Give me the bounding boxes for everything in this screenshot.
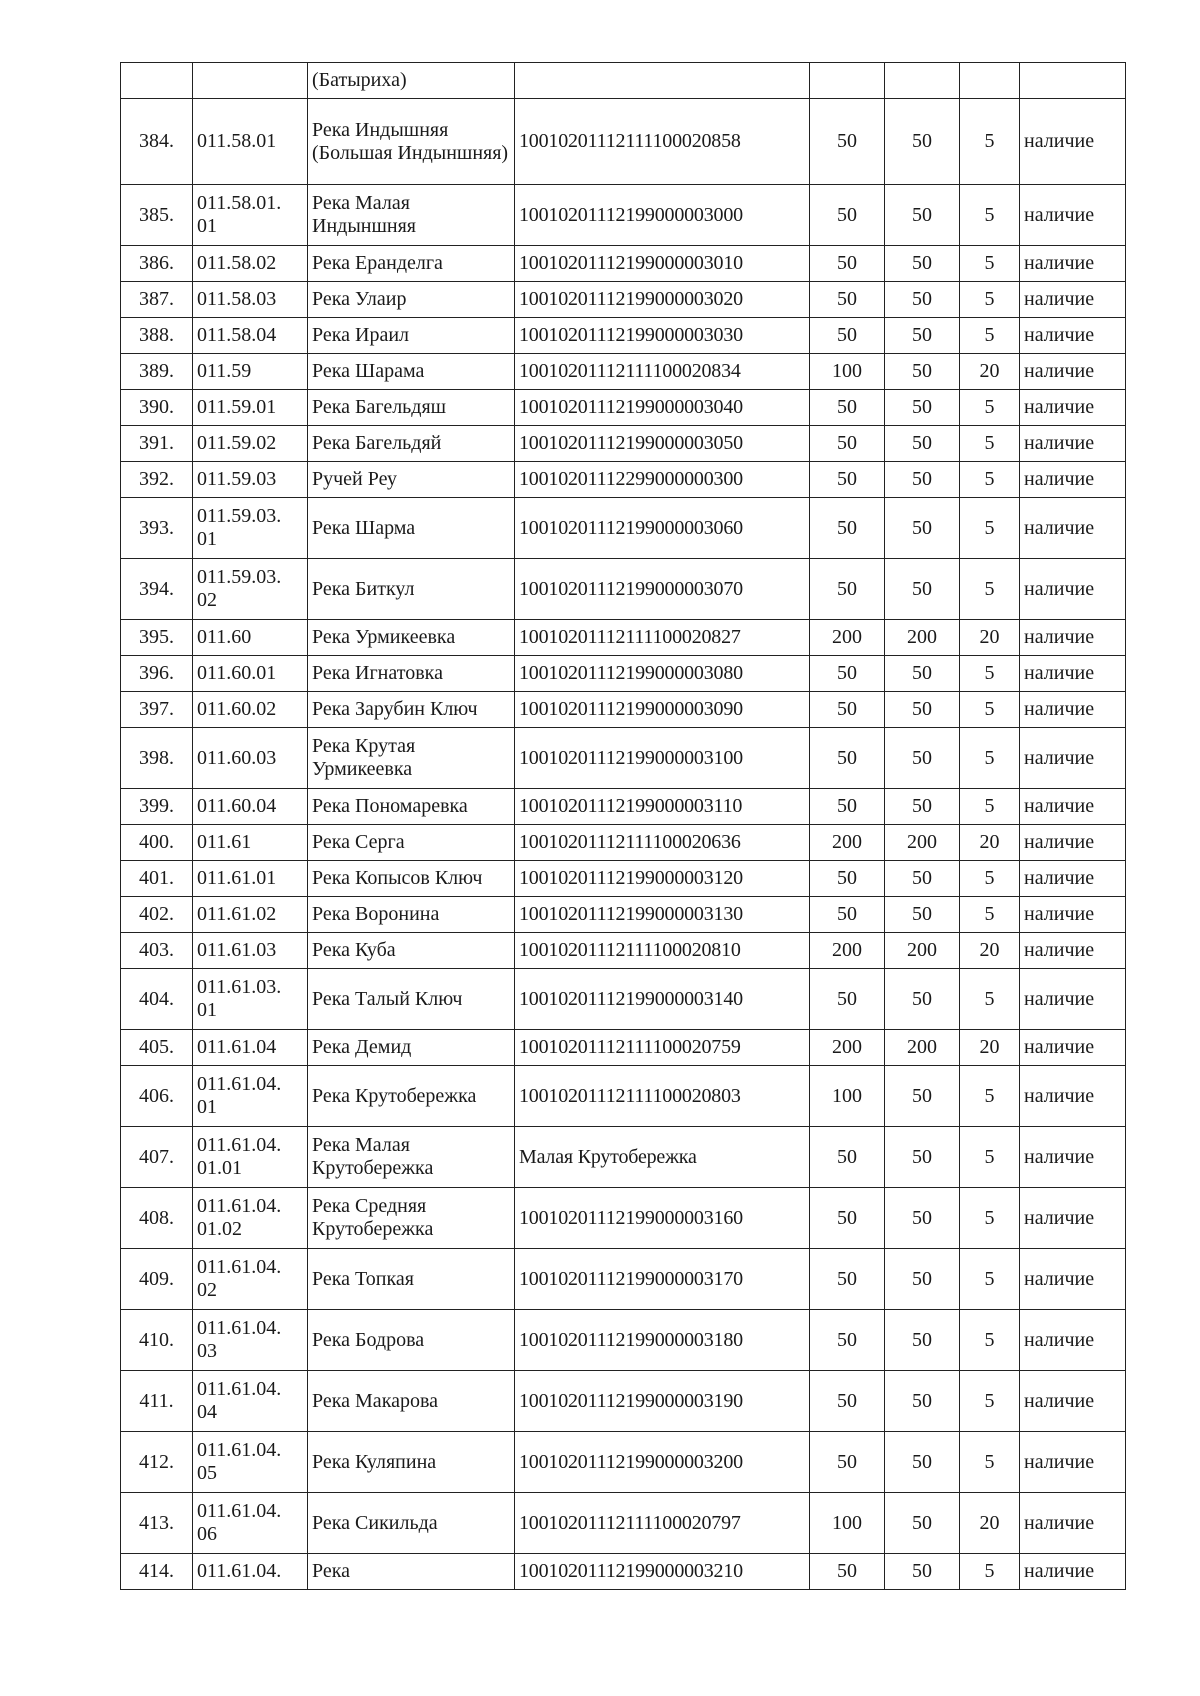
value-1: 50 (810, 969, 885, 1030)
water-body-name: Река Пономаревка (308, 789, 515, 825)
water-body-name: Река Бодрова (308, 1310, 515, 1371)
value-1: 50 (810, 1249, 885, 1310)
water-body-code: 011.61.04. 06 (193, 1493, 308, 1554)
row-number: 409. (121, 1249, 193, 1310)
water-body-code: 011.61.04. 02 (193, 1249, 308, 1310)
value-3: 20 (960, 354, 1020, 390)
value-1: 50 (810, 1188, 885, 1249)
water-body-name: Река Биткул (308, 559, 515, 620)
value-1: 50 (810, 498, 885, 559)
status-text: наличие (1020, 897, 1126, 933)
value-2: 50 (885, 282, 960, 318)
status-text: наличие (1020, 1249, 1126, 1310)
water-body-name: Река Багельдяй (308, 426, 515, 462)
water-body-name: Река Еранделга (308, 246, 515, 282)
water-body-name: Река Крутобережка (308, 1066, 515, 1127)
status-text: наличие (1020, 498, 1126, 559)
status-text: наличие (1020, 1127, 1126, 1188)
value-1: 50 (810, 426, 885, 462)
register-code: 10010201112199000003070 (515, 559, 810, 620)
water-body-code: 011.59 (193, 354, 308, 390)
water-body-code: 011.61.03 (193, 933, 308, 969)
table-row (121, 728, 1126, 789)
value-2: 50 (885, 1188, 960, 1249)
register-code: 10010201112199000003040 (515, 390, 810, 426)
status-text: наличие (1020, 1493, 1126, 1554)
water-body-name: Река Воронина (308, 897, 515, 933)
water-body-name: Река Шарама (308, 354, 515, 390)
value-2: 200 (885, 620, 960, 656)
water-body-code: 011.58.01 (193, 99, 308, 185)
status-text: наличие (1020, 1030, 1126, 1066)
value-2: 200 (885, 1030, 960, 1066)
row-number (121, 63, 193, 99)
value-3: 5 (960, 969, 1020, 1030)
table-row (121, 462, 1126, 498)
table-row (121, 1493, 1126, 1554)
status-text: наличие (1020, 1432, 1126, 1493)
water-body-name: Река Макарова (308, 1371, 515, 1432)
value-2: 50 (885, 1249, 960, 1310)
table-row (121, 559, 1126, 620)
row-number: 404. (121, 969, 193, 1030)
register-code: 10010201112111100020636 (515, 825, 810, 861)
table-row (121, 692, 1126, 728)
water-body-code: 011.59.03. 02 (193, 559, 308, 620)
status-text: наличие (1020, 426, 1126, 462)
table-row (121, 498, 1126, 559)
table-row (121, 282, 1126, 318)
table-row (121, 246, 1126, 282)
register-code: 10010201112111100020834 (515, 354, 810, 390)
status-text: наличие (1020, 462, 1126, 498)
register-code: 10010201112199000003000 (515, 185, 810, 246)
water-body-code: 011.60.04 (193, 789, 308, 825)
row-number: 393. (121, 498, 193, 559)
row-number: 396. (121, 656, 193, 692)
water-body-code: 011.59.03. 01 (193, 498, 308, 559)
value-2: 50 (885, 897, 960, 933)
table-row (121, 63, 1126, 99)
value-3: 5 (960, 185, 1020, 246)
row-number: 392. (121, 462, 193, 498)
water-body-name: Река Улаир (308, 282, 515, 318)
water-body-name: Река (308, 1554, 515, 1590)
table-row (121, 825, 1126, 861)
value-3: 5 (960, 1310, 1020, 1371)
row-number: 403. (121, 933, 193, 969)
value-3: 5 (960, 1066, 1020, 1127)
value-3: 5 (960, 1432, 1020, 1493)
table-row (121, 1310, 1126, 1371)
status-text: наличие (1020, 99, 1126, 185)
row-number: 398. (121, 728, 193, 789)
water-body-code: 011.60.03 (193, 728, 308, 789)
value-2: 50 (885, 1127, 960, 1188)
value-3: 20 (960, 1493, 1020, 1554)
table-row (121, 1066, 1126, 1127)
value-1: 100 (810, 1493, 885, 1554)
row-number: 395. (121, 620, 193, 656)
value-3: 5 (960, 246, 1020, 282)
status-text: наличие (1020, 282, 1126, 318)
water-body-name: Река Серга (308, 825, 515, 861)
value-3: 5 (960, 728, 1020, 789)
value-3: 5 (960, 1371, 1020, 1432)
water-body-name: Река Сикильда (308, 1493, 515, 1554)
water-body-code: 011.61 (193, 825, 308, 861)
status-text: наличие (1020, 246, 1126, 282)
table-row (121, 933, 1126, 969)
row-number: 389. (121, 354, 193, 390)
register-code: 10010201112111100020858 (515, 99, 810, 185)
row-number: 408. (121, 1188, 193, 1249)
value-2: 50 (885, 1554, 960, 1590)
value-1: 200 (810, 620, 885, 656)
register-code: 10010201112199000003110 (515, 789, 810, 825)
value-3: 5 (960, 559, 1020, 620)
value-3: 20 (960, 825, 1020, 861)
row-number: 401. (121, 861, 193, 897)
water-body-name: Река Куба (308, 933, 515, 969)
value-3: 5 (960, 318, 1020, 354)
water-body-name: Река Топкая (308, 1249, 515, 1310)
water-body-name: Река Средняя Крутобережка (308, 1188, 515, 1249)
register-code: 10010201112199000003130 (515, 897, 810, 933)
value-1: 50 (810, 1127, 885, 1188)
value-1: 50 (810, 462, 885, 498)
value-1: 50 (810, 897, 885, 933)
value-1: 200 (810, 825, 885, 861)
table-row (121, 1127, 1126, 1188)
value-1: 100 (810, 1066, 885, 1127)
water-body-code: 011.60.02 (193, 692, 308, 728)
value-2: 50 (885, 1066, 960, 1127)
value-1: 200 (810, 1030, 885, 1066)
register-code: 10010201112199000003160 (515, 1188, 810, 1249)
value-1 (810, 63, 885, 99)
water-body-code: 011.61.04. 01 (193, 1066, 308, 1127)
water-body-code: 011.61.04 (193, 1030, 308, 1066)
table-row (121, 789, 1126, 825)
water-body-name: Река Малая Крутобережка (308, 1127, 515, 1188)
register-code: 10010201112199000003020 (515, 282, 810, 318)
row-number: 388. (121, 318, 193, 354)
table-row (121, 1432, 1126, 1493)
register-code: 10010201112111100020803 (515, 1066, 810, 1127)
status-text: наличие (1020, 390, 1126, 426)
register-code: 10010201112199000003100 (515, 728, 810, 789)
water-body-code: 011.61.04. (193, 1554, 308, 1590)
value-3 (960, 63, 1020, 99)
value-2: 50 (885, 246, 960, 282)
register-code: 10010201112111100020810 (515, 933, 810, 969)
status-text: наличие (1020, 620, 1126, 656)
value-1: 50 (810, 559, 885, 620)
row-number: 385. (121, 185, 193, 246)
value-3: 20 (960, 1030, 1020, 1066)
water-body-code: 011.61.03. 01 (193, 969, 308, 1030)
register-code: 10010201112199000003190 (515, 1371, 810, 1432)
status-text: наличие (1020, 656, 1126, 692)
value-2 (885, 63, 960, 99)
value-3: 5 (960, 462, 1020, 498)
value-3: 5 (960, 99, 1020, 185)
value-2: 50 (885, 318, 960, 354)
water-body-name: Река Шарма (308, 498, 515, 559)
row-number: 384. (121, 99, 193, 185)
register-code: Малая Крутобережка (515, 1127, 810, 1188)
value-1: 50 (810, 318, 885, 354)
value-1: 100 (810, 354, 885, 390)
status-text: наличие (1020, 185, 1126, 246)
row-number: 414. (121, 1554, 193, 1590)
water-body-name: (Батыриха) (308, 63, 515, 99)
water-body-name: Река Крутая Урмикеевка (308, 728, 515, 789)
table-row (121, 354, 1126, 390)
table-row (121, 861, 1126, 897)
value-3: 5 (960, 897, 1020, 933)
register-code: 10010201112199000003050 (515, 426, 810, 462)
row-number: 400. (121, 825, 193, 861)
register-code (515, 63, 810, 99)
value-2: 200 (885, 933, 960, 969)
row-number: 399. (121, 789, 193, 825)
water-body-code: 011.61.04. 03 (193, 1310, 308, 1371)
status-text: наличие (1020, 728, 1126, 789)
status-text: наличие (1020, 692, 1126, 728)
table-row (121, 185, 1126, 246)
row-number: 407. (121, 1127, 193, 1188)
value-2: 50 (885, 969, 960, 1030)
value-2: 50 (885, 861, 960, 897)
water-body-code: 011.59.02 (193, 426, 308, 462)
water-body-code: 011.60.01 (193, 656, 308, 692)
value-2: 50 (885, 185, 960, 246)
value-1: 50 (810, 789, 885, 825)
table-body (121, 63, 1126, 1590)
water-body-code: 011.61.04. 05 (193, 1432, 308, 1493)
value-3: 5 (960, 1188, 1020, 1249)
table-row (121, 1371, 1126, 1432)
value-3: 5 (960, 861, 1020, 897)
water-body-code: 011.58.04 (193, 318, 308, 354)
water-body-name: Река Малая Индыншняя (308, 185, 515, 246)
value-3: 5 (960, 390, 1020, 426)
value-1: 200 (810, 933, 885, 969)
value-1: 50 (810, 1371, 885, 1432)
value-2: 50 (885, 498, 960, 559)
water-body-name: Ручей Реу (308, 462, 515, 498)
value-3: 20 (960, 933, 1020, 969)
value-1: 50 (810, 390, 885, 426)
row-number: 397. (121, 692, 193, 728)
value-2: 50 (885, 1432, 960, 1493)
value-2: 50 (885, 462, 960, 498)
table-row (121, 426, 1126, 462)
value-2: 50 (885, 789, 960, 825)
water-body-name: Река Ираил (308, 318, 515, 354)
register-code: 10010201112111100020827 (515, 620, 810, 656)
row-number: 402. (121, 897, 193, 933)
table-row (121, 656, 1126, 692)
value-1: 50 (810, 728, 885, 789)
water-body-name: Река Куляпина (308, 1432, 515, 1493)
status-text: наличие (1020, 1554, 1126, 1590)
water-body-name: Река Индышняя (Большая Индыншняя) (308, 99, 515, 185)
value-1: 50 (810, 1432, 885, 1493)
value-1: 50 (810, 185, 885, 246)
status-text: наличие (1020, 1310, 1126, 1371)
value-3: 5 (960, 1127, 1020, 1188)
water-body-code: 011.60 (193, 620, 308, 656)
register-code: 10010201112199000003180 (515, 1310, 810, 1371)
water-body-code: 011.61.01 (193, 861, 308, 897)
water-body-code: 011.59.03 (193, 462, 308, 498)
water-body-code: 011.61.04. 01.01 (193, 1127, 308, 1188)
value-1: 50 (810, 246, 885, 282)
status-text: наличие (1020, 1371, 1126, 1432)
value-1: 50 (810, 656, 885, 692)
register-code: 10010201112199000003080 (515, 656, 810, 692)
value-2: 50 (885, 426, 960, 462)
water-body-code: 011.58.03 (193, 282, 308, 318)
row-number: 412. (121, 1432, 193, 1493)
water-body-code: 011.58.02 (193, 246, 308, 282)
table-row (121, 620, 1126, 656)
register-code: 10010201112111100020797 (515, 1493, 810, 1554)
value-2: 50 (885, 1310, 960, 1371)
row-number: 405. (121, 1030, 193, 1066)
register-code: 10010201112199000003210 (515, 1554, 810, 1590)
row-number: 406. (121, 1066, 193, 1127)
value-3: 5 (960, 656, 1020, 692)
status-text: наличие (1020, 969, 1126, 1030)
value-3: 5 (960, 1249, 1020, 1310)
water-body-name: Река Демид (308, 1030, 515, 1066)
status-text: наличие (1020, 1066, 1126, 1127)
value-2: 50 (885, 1371, 960, 1432)
table-row (121, 1030, 1126, 1066)
water-body-code: 011.61.02 (193, 897, 308, 933)
value-2: 50 (885, 692, 960, 728)
status-text: наличие (1020, 861, 1126, 897)
water-body-name: Река Багельдяш (308, 390, 515, 426)
table-row (121, 1188, 1126, 1249)
value-2: 50 (885, 1493, 960, 1554)
status-text: наличие (1020, 354, 1126, 390)
value-2: 50 (885, 390, 960, 426)
water-body-name: Река Копысов Ключ (308, 861, 515, 897)
row-number: 391. (121, 426, 193, 462)
value-3: 5 (960, 789, 1020, 825)
value-2: 50 (885, 99, 960, 185)
value-3: 5 (960, 1554, 1020, 1590)
register-code: 10010201112199000003120 (515, 861, 810, 897)
value-1: 50 (810, 1310, 885, 1371)
status-text: наличие (1020, 318, 1126, 354)
value-1: 50 (810, 692, 885, 728)
status-text: наличие (1020, 933, 1126, 969)
register-code: 10010201112199000003090 (515, 692, 810, 728)
value-2: 50 (885, 728, 960, 789)
status-text (1020, 63, 1126, 99)
row-number: 410. (121, 1310, 193, 1371)
table-row (121, 1554, 1126, 1590)
table-row (121, 897, 1126, 933)
value-3: 5 (960, 498, 1020, 559)
water-body-code: 011.58.01. 01 (193, 185, 308, 246)
water-body-name: Река Игнатовка (308, 656, 515, 692)
row-number: 387. (121, 282, 193, 318)
value-2: 50 (885, 656, 960, 692)
table-row (121, 390, 1126, 426)
register-code: 10010201112299000000300 (515, 462, 810, 498)
row-number: 390. (121, 390, 193, 426)
water-body-code: 011.59.01 (193, 390, 308, 426)
water-body-name: Река Талый Ключ (308, 969, 515, 1030)
row-number: 386. (121, 246, 193, 282)
row-number: 413. (121, 1493, 193, 1554)
water-body-code (193, 63, 308, 99)
value-2: 50 (885, 354, 960, 390)
water-body-code: 011.61.04. 04 (193, 1371, 308, 1432)
register-code: 10010201112199000003060 (515, 498, 810, 559)
value-2: 50 (885, 559, 960, 620)
value-3: 5 (960, 692, 1020, 728)
value-3: 5 (960, 282, 1020, 318)
register-code: 10010201112199000003200 (515, 1432, 810, 1493)
register-code: 10010201112199000003030 (515, 318, 810, 354)
water-body-name: Река Зарубин Ключ (308, 692, 515, 728)
register-code: 10010201112199000003010 (515, 246, 810, 282)
status-text: наличие (1020, 789, 1126, 825)
table-row (121, 969, 1126, 1030)
value-1: 50 (810, 99, 885, 185)
register-code: 10010201112199000003140 (515, 969, 810, 1030)
water-bodies-table (120, 62, 1126, 1590)
value-2: 200 (885, 825, 960, 861)
status-text: наличие (1020, 825, 1126, 861)
register-code: 10010201112199000003170 (515, 1249, 810, 1310)
value-3: 5 (960, 426, 1020, 462)
status-text: наличие (1020, 1188, 1126, 1249)
value-1: 50 (810, 282, 885, 318)
status-text: наличие (1020, 559, 1126, 620)
table-row (121, 318, 1126, 354)
value-1: 50 (810, 861, 885, 897)
water-body-code: 011.61.04. 01.02 (193, 1188, 308, 1249)
table-row (121, 1249, 1126, 1310)
value-1: 50 (810, 1554, 885, 1590)
row-number: 411. (121, 1371, 193, 1432)
register-code: 10010201112111100020759 (515, 1030, 810, 1066)
row-number: 394. (121, 559, 193, 620)
water-body-name: Река Урмикеевка (308, 620, 515, 656)
value-3: 20 (960, 620, 1020, 656)
table-row (121, 99, 1126, 185)
